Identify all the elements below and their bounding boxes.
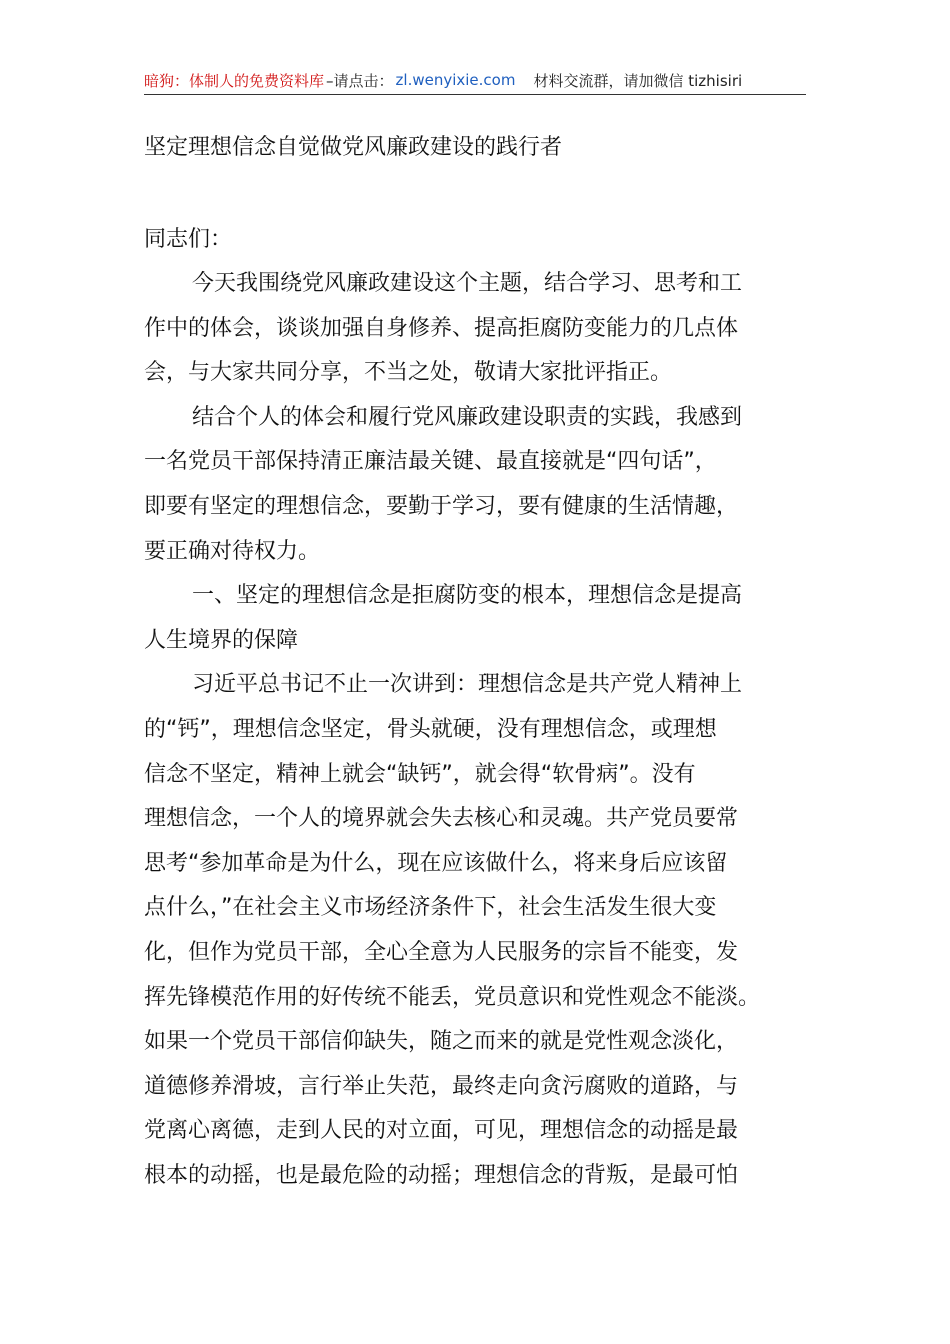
header-source: 暗狗：体制人的免费资料库 [144,71,325,90]
text-line: 化，但作为党员干部，全心全意为人民服务的宗旨不能变，发 [144,939,739,965]
text-line: 党离心离德，走到人民的对立面，可见，理想信念的动摇是最 [144,1118,739,1144]
text-line: 如果一个党员干部信仰缺失，随之而来的就是党性观念淡化， [144,1029,739,1055]
text-line: 结合个人的体会和履行党风廉政建设职责的实践，我感到 [192,404,743,430]
section-heading-line: 一、坚定的理想信念是拒腐防变的根本，理想信念是提高 [192,583,743,609]
section-heading-line: 人生境界的保障 [144,627,299,653]
text-line: 理想信念，一个人的境界就会失去核心和灵魂。共产党员要常 [144,806,739,832]
header-click-label: –请点击： [326,71,394,90]
text-line: 道德修养滑坡，言行举止失范，最终走向贪污腐败的道路，与 [144,1073,739,1099]
text-line: 作中的体会，谈谈加强自身修养、提高拒腐防变能力的几点体 [144,315,739,341]
document-body [144,262,809,1198]
text-line: 信念不坚定，精神上就会“缺钙”，就会得“软骨病”。没有 [144,761,696,787]
header-contact: 材料交流群，请加微信 tizhisiri [533,71,743,90]
text-line: 今天我围绕党风廉政建设这个主题，结合学习、思考和工 [192,271,743,296]
text-line: 习近平总书记不止一次讲到：理想信念是共产党人精神上 [192,672,743,698]
salutation: 同志们： [144,227,233,252]
text-line: 思考“参加革命是为什么，现在应该做什么，将来身后应该留 [144,850,728,876]
text-line: 点什么，”在社会主义市场经济条件下，社会生活发生很大变 [144,895,717,921]
page-header [144,66,806,95]
header-link[interactable]: zl.wenyixie.com [395,71,516,89]
text-line: 挥先锋模范作用的好传统不能丢，党员意识和党性观念不能淡。 [144,984,761,1010]
text-line: 一名党员干部保持清正廉洁最关键、最直接就是“四句话”， [144,449,717,475]
document-title: 坚定理想信念自觉做党风廉政建设的践行者 [144,135,563,160]
text-line: 的“钙”，理想信念坚定，骨头就硬，没有理想信念，或理想 [144,716,717,742]
text-line: 即要有坚定的理想信念，要勤于学习，要有健康的生活情趣， [144,493,739,519]
text-line: 根本的动摇，也是最危险的动摇；理想信念的背叛，是最可怕 [144,1162,739,1188]
text-line: 要正确对待权力。 [144,538,321,564]
text-line: 会，与大家共同分享，不当之处，敬请大家批评指正。 [144,360,673,386]
